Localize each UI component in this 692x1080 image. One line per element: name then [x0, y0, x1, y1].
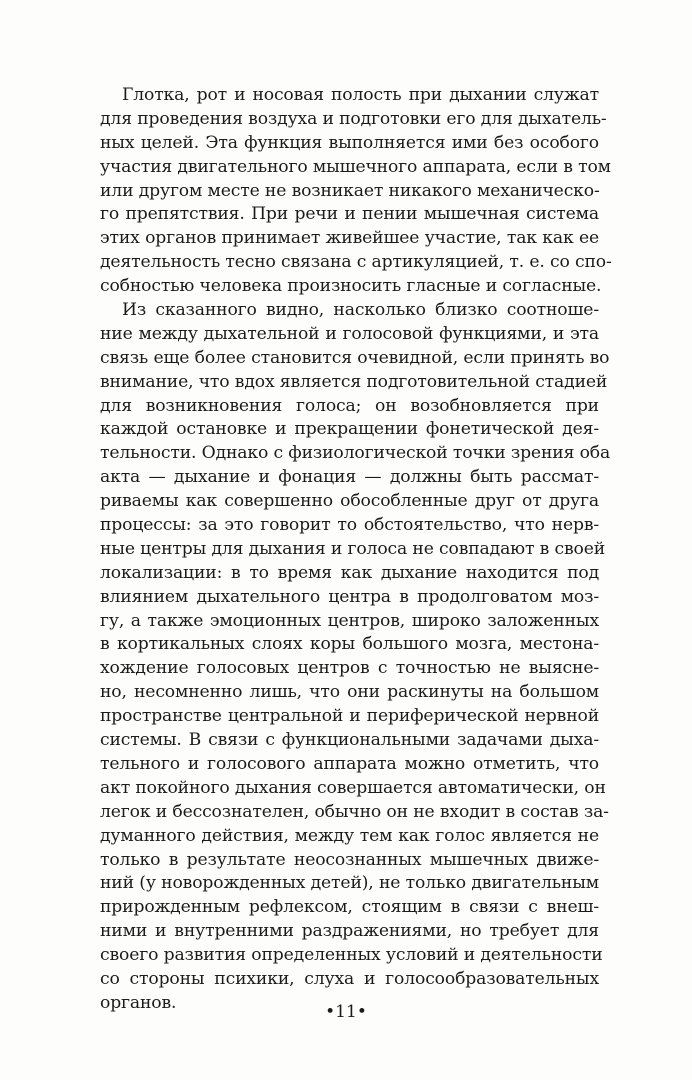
text-line: легок и бессознателен, обычно он не входит в состав за- [100, 801, 609, 822]
text-line: ние между дыхательной и голосовой функциями, и эта [100, 323, 599, 344]
text-line: го препятствия. При речи и пении мышечная система [100, 204, 599, 225]
text-line: хождение голосовых центров с точностью не выясне- [100, 658, 599, 679]
text-line: для возникновения голоса; он возобновляется при [100, 395, 599, 416]
text-line: Из сказанного видно, насколько близко соотноше- [122, 300, 599, 321]
text-line: своего развития определенных условий и деятельности [100, 945, 603, 966]
text-line: органов. [100, 992, 177, 1013]
text-line: ний (у новорожденных детей), не только двигательным [100, 873, 599, 894]
text-line: ных целей. Эта функция выполняется ими без особого [100, 132, 599, 153]
text-line: деятельность тесно связана с артикуляцией, т. е. со спо- [100, 252, 612, 273]
text-line: в кортикальных слоях коры большого мозга, местона- [100, 634, 599, 655]
text-line: влиянием дыхательного центра в продолговатом моз- [100, 586, 599, 607]
text-line: ними и внутренними раздражениями, но требует для [100, 921, 599, 942]
text-line: системы. В связи с функциональными задачами дыха- [100, 730, 599, 751]
text-line: акт покойного дыхания совершается автоматически, он [100, 777, 606, 798]
text-line: внимание, что вдох является подготовительной стадией [100, 371, 608, 392]
text-line: тельности. Однако с физиологической точки зрения оба [100, 443, 611, 464]
text-line: каждой остановке и прекращении фонетической дея- [100, 419, 599, 440]
text-line: или другом месте не возникает никакого механическо- [100, 180, 600, 201]
text-line: собностью человека произносить гласные и согласные. [100, 276, 602, 297]
text-line: ные центры для дыхания и голоса не совпадают в своей [100, 538, 606, 559]
text-line: акта — дыхание и фонация — должны быть рассмат- [100, 467, 599, 488]
text-line: процессы: за это говорит то обстоятельство, что нерв- [100, 515, 599, 536]
text-line: для проведения воздуха и подготовки его для дыхатель- [100, 108, 607, 129]
text-line: думанного действия, между тем как голос является не [100, 825, 599, 846]
text-line: пространстве центральной и периферической нервной [100, 706, 599, 727]
text-line: со стороны психики, слуха и голосообразовательных [100, 968, 599, 989]
body-text [100, 84, 612, 1016]
text-line: тельного и голосового аппарата можно отметить, что [100, 753, 599, 774]
text-line: только в результате неосознанных мышечных движе- [100, 849, 599, 870]
text-line: локализации: в то время как дыхание находится под [100, 562, 599, 583]
text-line: участия двигательного мышечного аппарата, если в том [100, 156, 611, 177]
text-line: Глотка, рот и носовая полость при дыхании служат [122, 85, 599, 105]
text-line: гу, а также эмоционных центров, широко заложенных [100, 610, 599, 631]
text-line: прирожденным рефлексом, стоящим в связи с внеш- [100, 897, 599, 918]
page-number: •11• [325, 1002, 367, 1022]
text-line: но, несомненно лишь, что они раскинуты на большом [100, 682, 599, 703]
text-line: риваемы как совершенно обособленные друг от друга [100, 491, 599, 512]
text-line: связь еще более становится очевидной, если принять во [100, 347, 610, 368]
text-line: этих органов принимает живейшее участие, так как ее [100, 228, 599, 249]
